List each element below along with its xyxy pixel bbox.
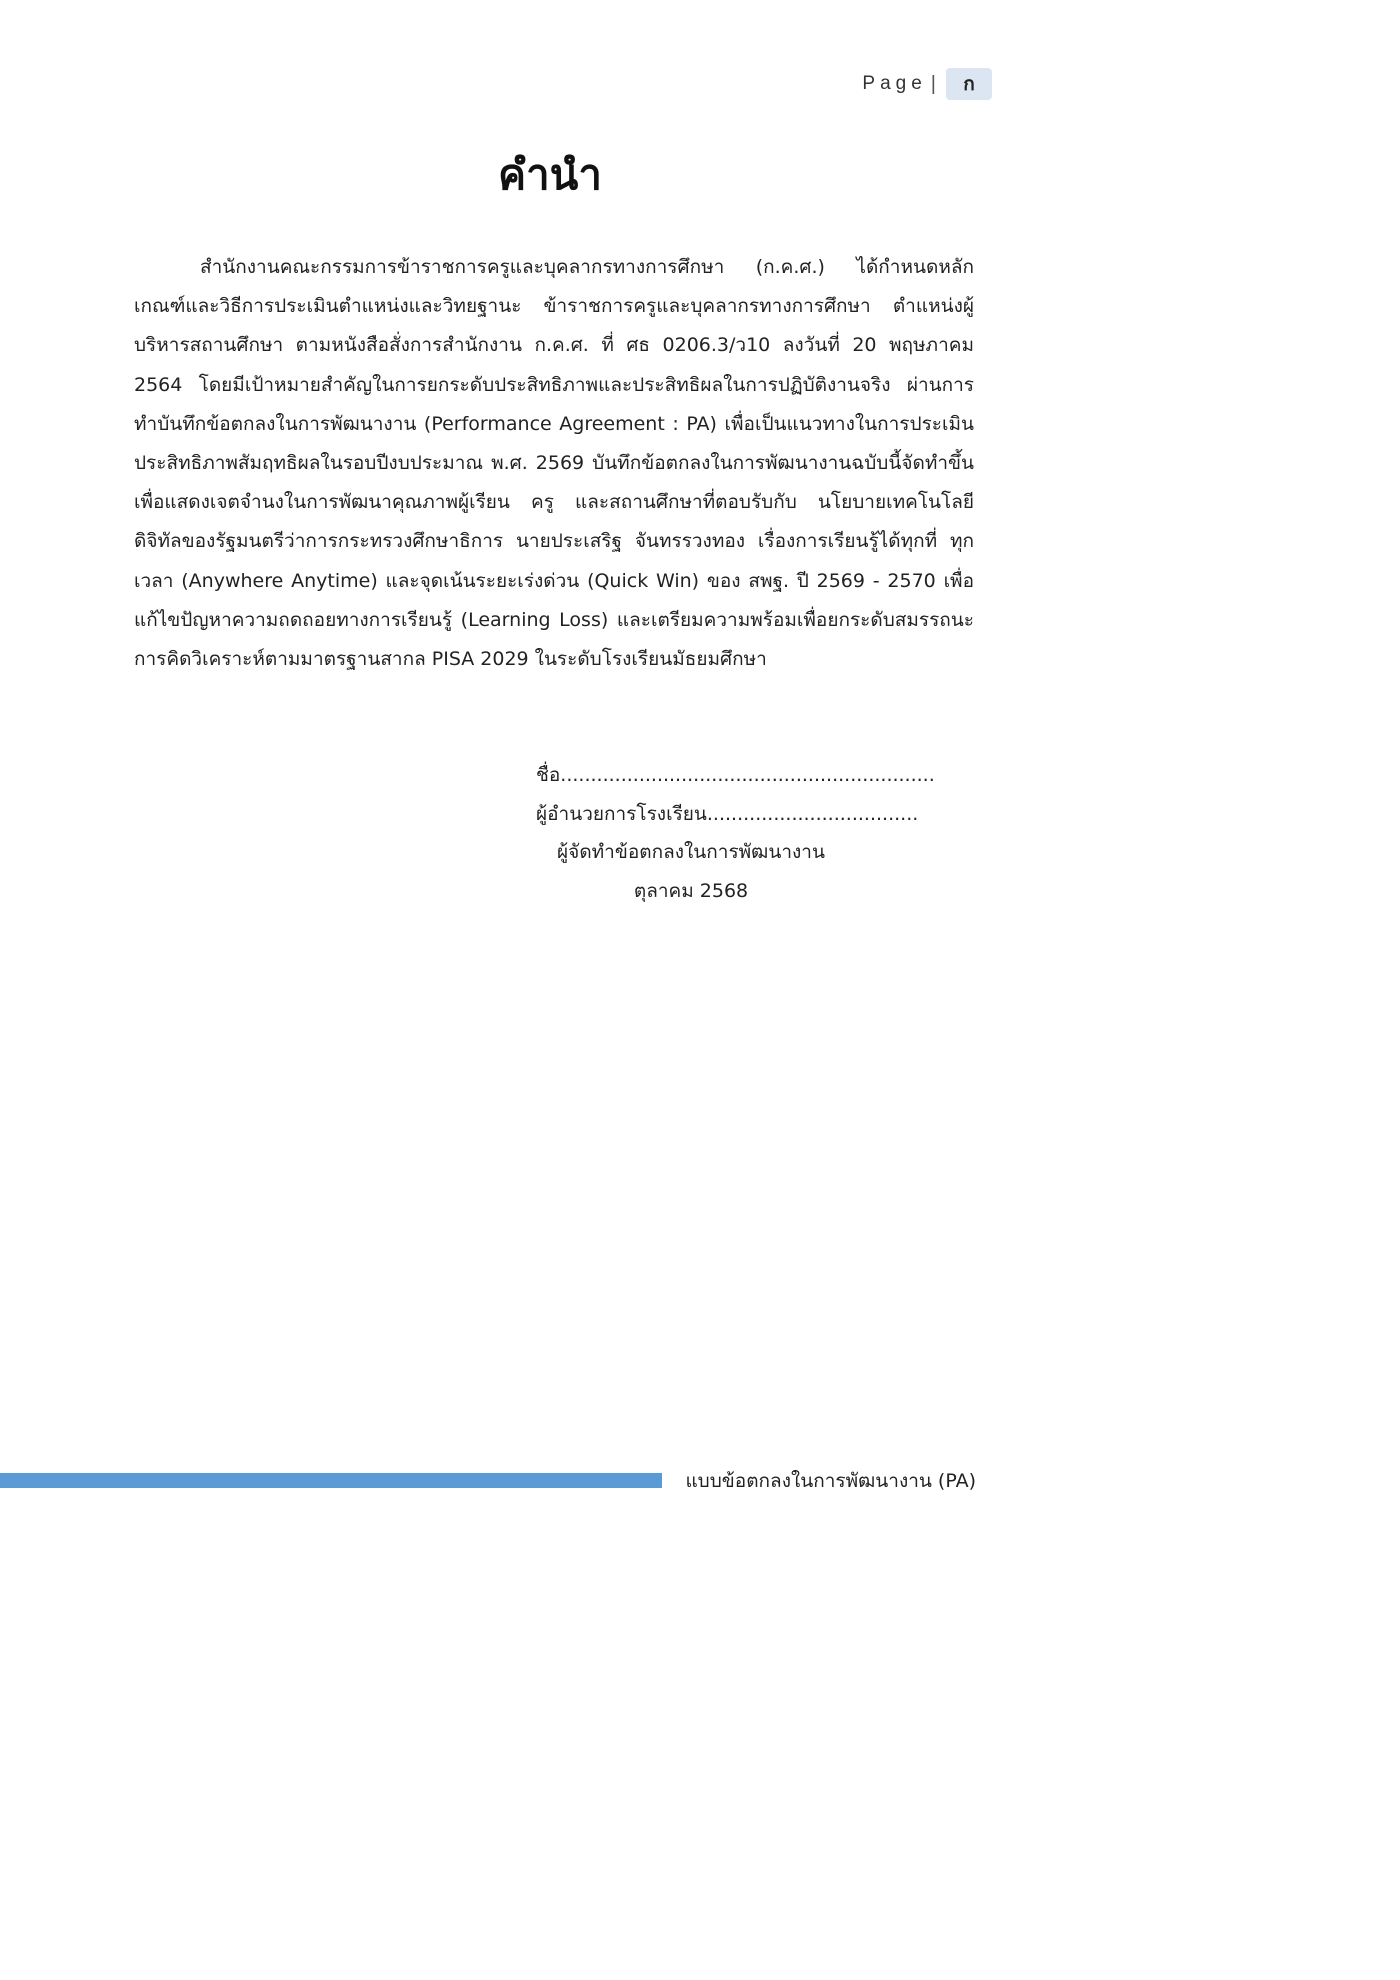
page-number-badge: ก [946,68,992,100]
signature-block [536,756,935,910]
page-label: Page [862,73,927,94]
signature-role: ผู้จัดทำข้อตกลงในการพัฒนางาน [557,841,825,863]
page-header [862,68,992,100]
signature-position-line: ผู้อำนวยการโรงเรียน................................... [536,802,919,825]
signature-date: ตุลาคม 2568 [633,879,749,902]
footer-accent-bar [0,1473,662,1488]
signature-name-line: ชื่อ.............................................................. [536,764,935,786]
page-separator: | [930,72,936,95]
preface-paragraph: สำนักงานคณะกรรมการข้าราชการครูและบุคลากรทางการศึกษา (ก.ค.ศ.) ได้กำหนดหลักเกณฑ์และวิธีการประเมินตำแหน่งและวิทยฐานะ ข้าราชการครูและบุคลากรทางการศึกษา ตำแหน่งผู้บริหารสถานศึกษา ตามหนังสือสั่งการสำนักงาน ก.ค.ศ. ที่ ศธ 0206.3/ว10 ลงวันที่ 20 พฤษภาคม 2564 โดยมีเป้าหมายสำคัญในการยกระดับประสิทธิภาพและประสิทธิผลในการปฏิบัติงานจริง ผ่านการทำบันทึกข้อตกลงในการพัฒนางาน (Performance Agreement : PA) เพื่อเป็นแนวทางในการประเมินประสิทธิภาพสัมฤทธิผลในรอบปีงบประมาณ พ.ศ. 2569 บันทึกข้อตกลงในการพัฒนางานฉบับนี้จัดทำขึ้นเพื่อแสดงเจตจำนงในการพัฒนาคุณภาพผู้เรียน ครู และสถานศึกษาที่ตอบรับกับ นโยบายเทคโนโลยีดิจิทัลของรัฐมนตรีว่าการกระทรวงศึกษาธิการ นายประเสริฐ จันทรรวงทอง เรื่องการเรียนรู้ได้ทุกที่ ทุกเวลา (Anywhere Anytime) และจุดเน้นระยะเร่งด่วน (Quick Win) ของ สพฐ. ปี 2569 - 2570 เพื่อแก้ไขปัญหาความถดถอยทางการเรียนรู้ (Learning Loss) และเตรียมความพร้อมเพื่อยกระดับสมรรถนะการคิดวิเคราะห์ตามมาตรฐานสากล PISA 2029 ในระดับโรงเรียนมัธยมศึกษา [134,256,974,671]
footer-document-title: แบบข้อตกลงในการพัฒนางาน (PA) [685,1470,976,1492]
page-title: คำนำ [498,150,602,199]
